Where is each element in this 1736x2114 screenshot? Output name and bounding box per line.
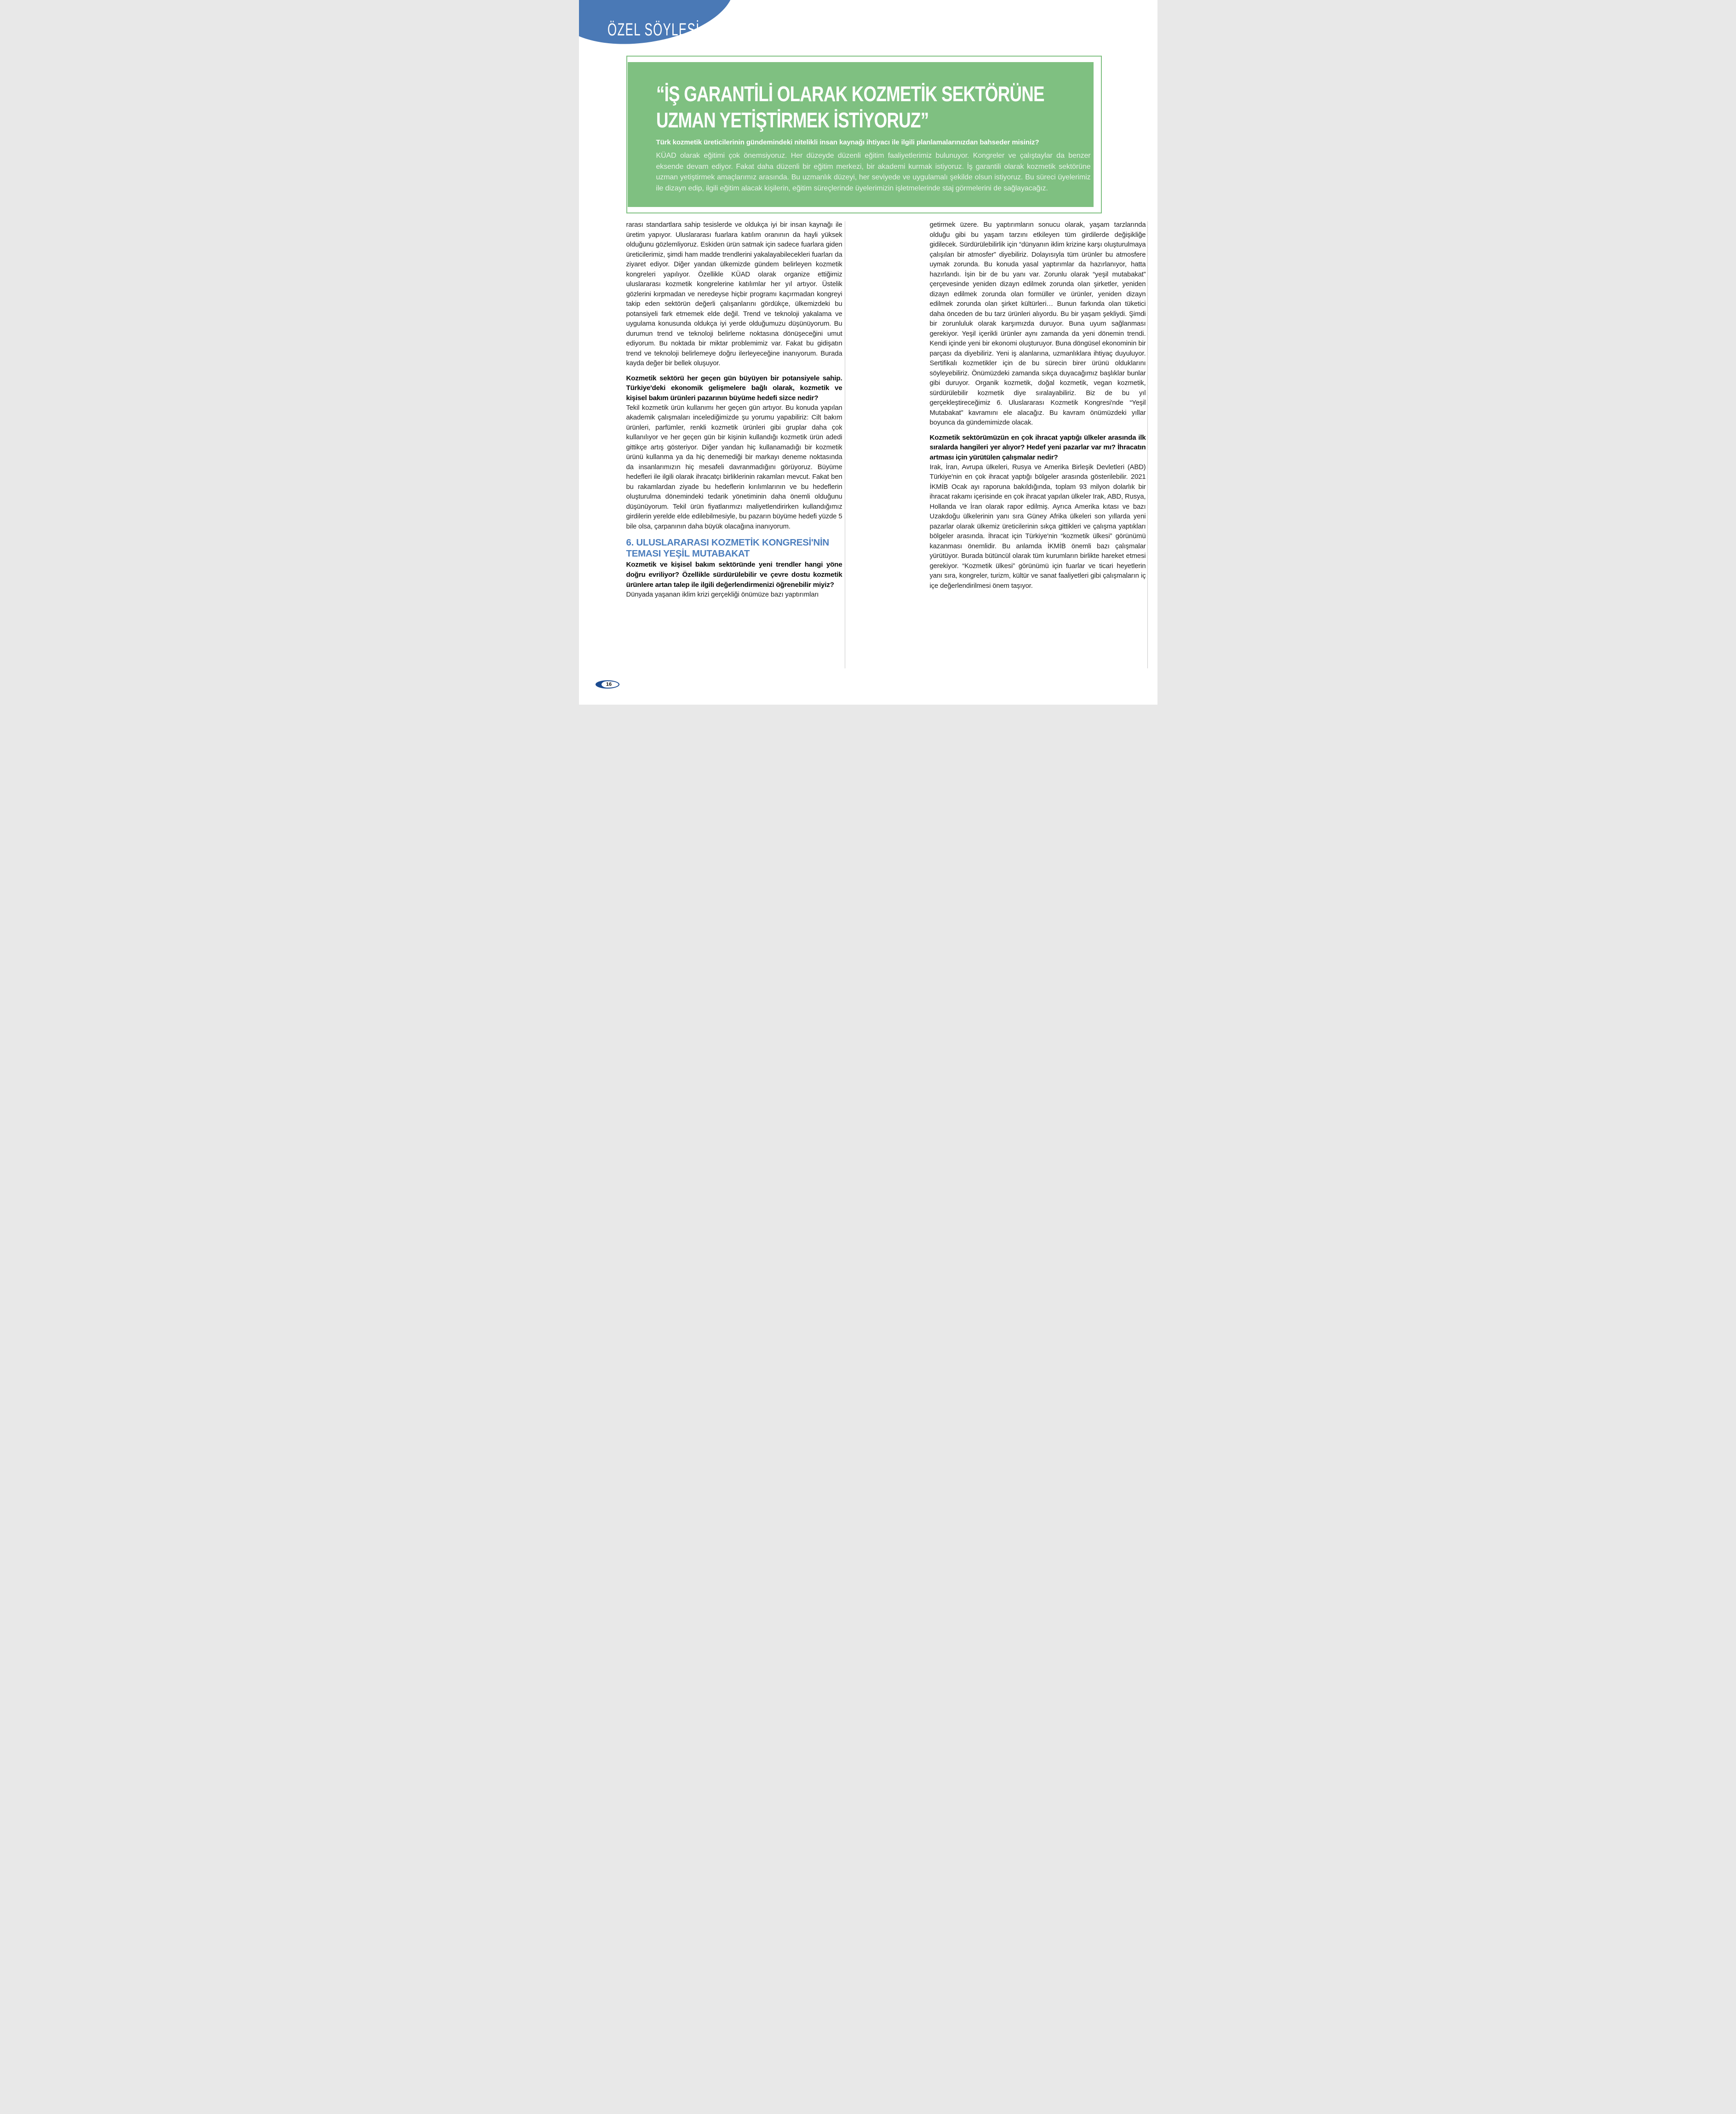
right-question-1: Kozmetik sektörümüzün en çok ihracat yaptığı ülkeler arasında ilk sıralarda hangileri yer alıyor? Hedef yeni pazarlar var mı? İhracatın artması için yürütülen çalışmalar nedir? [929,433,1146,462]
left-answer-1: Tekil kozmetik ürün kullanımı her geçen gün artıyor. Bu konuda yapılan akademik çalışmaları incelediğimizde şu yorumu yapabiliriz: Cilt bakım ürünleri, parfümler, renkli kozmetik ürünleri gibi gruplar daha çok kullanılıyor ve her geçen gün bir kişinin kullandığı kozmetik ürün adedi gittikçe artış gösteriyor. Diğer yandan hiç kullanamadığı bir kozmetik ürünü kullanma ya da hiç denemediği bir markayı deneme noktasında da insanlarımızın hiç mesafeli davranmadığını görüyoruz. Büyüme hedefleri ile ilgili olarak ihracatçı birliklerinin rakamları mevcut. Fakat ben bu rakamlardan ziyade bu hedeflerin kırılımlarının ve bu hedeflerin oluşturulma dönemindeki tedarik yönetiminin daha önemli olduğunu düşünüyorum. Tekil ürün fiyatlarımızı maliyetlendirirken kullandığımız girdilerin yerelde elde edilebilmesiyle, bu pazarın büyüme hedefi yüzde 5 bile olsa, çarpanının daha büyük olacağına inanıyorum. [626,404,842,530]
section-heading-line-2: TEMASI YEŞİL MUTABAKAT [626,548,750,559]
left-question-2: Kozmetik ve kişisel bakım sektöründe yeni trendler hangi yöne doğru evriliyor? Özellikle sürdürülebilir ve çevre dostu kozmetik ürünlere artan talep ile ilgili değerlendirmenizi öğrenebilir miyiz? [626,561,842,589]
section-badge-label: ÖZEL SÖYLEŞİ [607,20,700,40]
right-paragraph-1: getirmek üzere. Bu yaptırımların sonucu olarak, yaşam tarzlarında olduğu gibi bu yaşam tarzını etkileyen tüm girdilerde değişikliğe gidilecek. Sürdürülebilirlik için “dünyanın iklim krizine karşı oluşturulmaya çalışılan bir atmosfer” diyebiliriz. Dolayısıyla tüm ürünler bu atmosfere uymak zorunda. Bu konuda yasal yaptırımlar da hazırlanıyor, hatta hazırlandı. İşin bir de bu yanı var. Zorunlu olarak “yeşil mutabakat” çerçevesinde yeniden dizayn edilmek zorunda olan şirketler, yeniden dizayn edilmek zorunda olan formüller ve ürünler, yeniden dizayn edilmek zorunda olan şirket kültürleri… Bunun farkında olan tüketici daha önceden de bu tarz ürünleri alıyordu. Bu bir yaşam şekliydi. Şimdi bir zorunluluk olarak karşımızda duruyor. Buna uyum sağlanması gerekiyor. Yeşil içerikli ürünler aynı zamanda da yeni dönemin trendi. Kendi içinde yeni bir ekonomi oluşturuyor. Buna döngüsel ekonominin bir parçası da diyebiliriz. Yeni iş alanlarına, uzmanlıklara ihtiyaç duyuluyor. Sertifikalı kozmetikler için de bu sürecin birer ürünü olduklarını söyleyebiliriz. Önümüzdeki zamanda sıkça duyacağımız başlıklar bunlar gibi duruyor. Organik kozmetik, doğal kozmetik, vegan kozmetik, sürdürülebilir kozmetik diye sıralayabiliriz. Biz de bu yıl gerçekleştireceğimiz 6. Uluslararası Kozmetik Kongresi'nde “Yeşil Mutabakat” kavramını ele alacağız. Bu kavram önümüzdeki yıllar boyunca da gündemimizde olacak. [929,221,1146,426]
hero-answer: KÜAD olarak eğitimi çok önemsiyoruz. Her düzeyde düzenli eğitim faaliyetlerimiz bulunuyor. Kongreler ve çalıştaylar da benzer eksende devam ediyor. Fakat daha düzenli bir eğitim merkezi, bir akademi kurmak istiyoruz. İş garantili olarak kozmetik sektörüne uzman yetiştirmek amaçlarımız arasında. Bu uzmanlık düzeyi, her seviyede ve uygulamalı şekilde olsun istiyoruz. Bu süreci üyelerimiz ile dizayn edip, ilgili eğitim alacak kişilerin, eğitim süreçlerinde üyelerimizin işletmelerinde staj görmelerini de sağlayacağız. [656,152,1091,192]
article-column-left [626,220,842,600]
left-question-1: Kozmetik sektörü her geçen gün büyüyen bir potansiyele sahip. Türkiye'deki ekonomik gelişmelere bağlı olarak, kozmetik ve kişisel bakım ürünleri pazarının büyüme hedefi sizce nedir? [626,374,842,402]
hero-question: Türk kozmetik üreticilerinin gündemindeki nitelikli insan kaynağı ihtiyacı ile ilgili planlamalarınızdan bahseder misiniz? [656,138,1039,146]
column-rule-right [1147,221,1148,668]
hero-title-line-1: “İŞ GARANTİLİ OLARAK KOZMETİK SEKTÖRÜNE [656,82,1044,106]
left-paragraph-1: rarası standartlara sahip tesislerde ve oldukça iyi bir insan kaynağı ile üretim yapıyor. Uluslararası fuarlara katılım oranının da hayli yüksek olduğunu gözlemliyoruz. Eskiden ürün satmak için sadece fuarlara giden üreticilerimiz, şimdi ham madde trendlerini yakalayabilecekleri fuarları da ziyaret ediyor. Diğer yandan ülkemizde gündem belirleyen kozmetik kongreleri yapılıyor. Özellikle KÜAD olarak organize ettiğimiz uluslararası kozmetik kongrelerine katılımlar her yıl artıyor. Üstelik gözlerini kırpmadan ve neredeyse hiçbir programı kaçırmadan kongreyi takip eden sektörün değerli çalışanlarını gördükçe, ülkemizdeki bu potansiyeli fark etmemek elde değil. Trend ve teknoloji yakalama ve uygulama konusunda oldukça iyi yerde olduğumuzu düşünüyorum. Bu durumun trend ve teknoloji belirleme noktasına dönüşeceğini umut ediyorum. Bu noktada bir miktar problemimiz var. Fakat bu gidişatın trend ve teknoloji belirlemeye doğru ilerleyeceğine inanıyorum. Burada kayda değer bir bellek oluşuyor. [626,221,842,367]
magazine-page [579,0,1157,705]
hero-title-line-2: UZMAN YETİŞTİRMEK İSTİYORUZ” [656,108,928,132]
section-heading-line-1: 6. ULUSLARARASI KOZMETİK KONGRESİ'NİN [626,537,829,548]
page-number: 16 [606,681,612,687]
article-column-right [930,220,1146,591]
right-answer-1: Irak, İran, Avrupa ülkeleri, Rusya ve Amerika Birleşik Devletleri (ABD) Türkiye'nin en çok ihracat yaptığı bölgeler arasında gösterilebilir. 2021 İKMİB Ocak ayı raporuna bakıldığında, toplam 93 milyon dolarlık bir ihracat rakamı içerisinde en çok ihracat yapılan ülkeler Irak, ABD, Rusya, Hollanda ve İran olarak rapor edilmiş. Ayrıca Amerika kıtası ve bazı Uzakdoğu ülkelerinin yanı sıra Güney Afrika ülkeleri son yıllarda yeni pazarlar olarak ülkemiz üreticilerinin sıkça gittikleri ve çalışma yaptıkları bölgeler arasında. İhracat için Türkiye'nin “kozmetik ülkesi” görünümü kazanması önemlidir. Bu anlamda İKMİB önemli bazı çalışmalar yürütüyor. Burada bütüncül olarak tüm kurumların birlikte hareket etmesi gerekiyor. “Kozmetik ülkesi” görünümü için fuarlar ve ticari heyetlerin yanı sıra, kongreler, turizm, kültür ve sanat faaliyetleri gibi çalışmaların iç içe değerlendirilmesi önem taşıyor. [929,463,1146,590]
page-number-badge [596,680,619,689]
hero-title [656,81,1044,133]
section-heading [626,537,842,559]
left-answer-2-start: Dünyada yaşanan iklim krizi gerçekliği önümüze bazı yaptırımları [626,591,819,598]
